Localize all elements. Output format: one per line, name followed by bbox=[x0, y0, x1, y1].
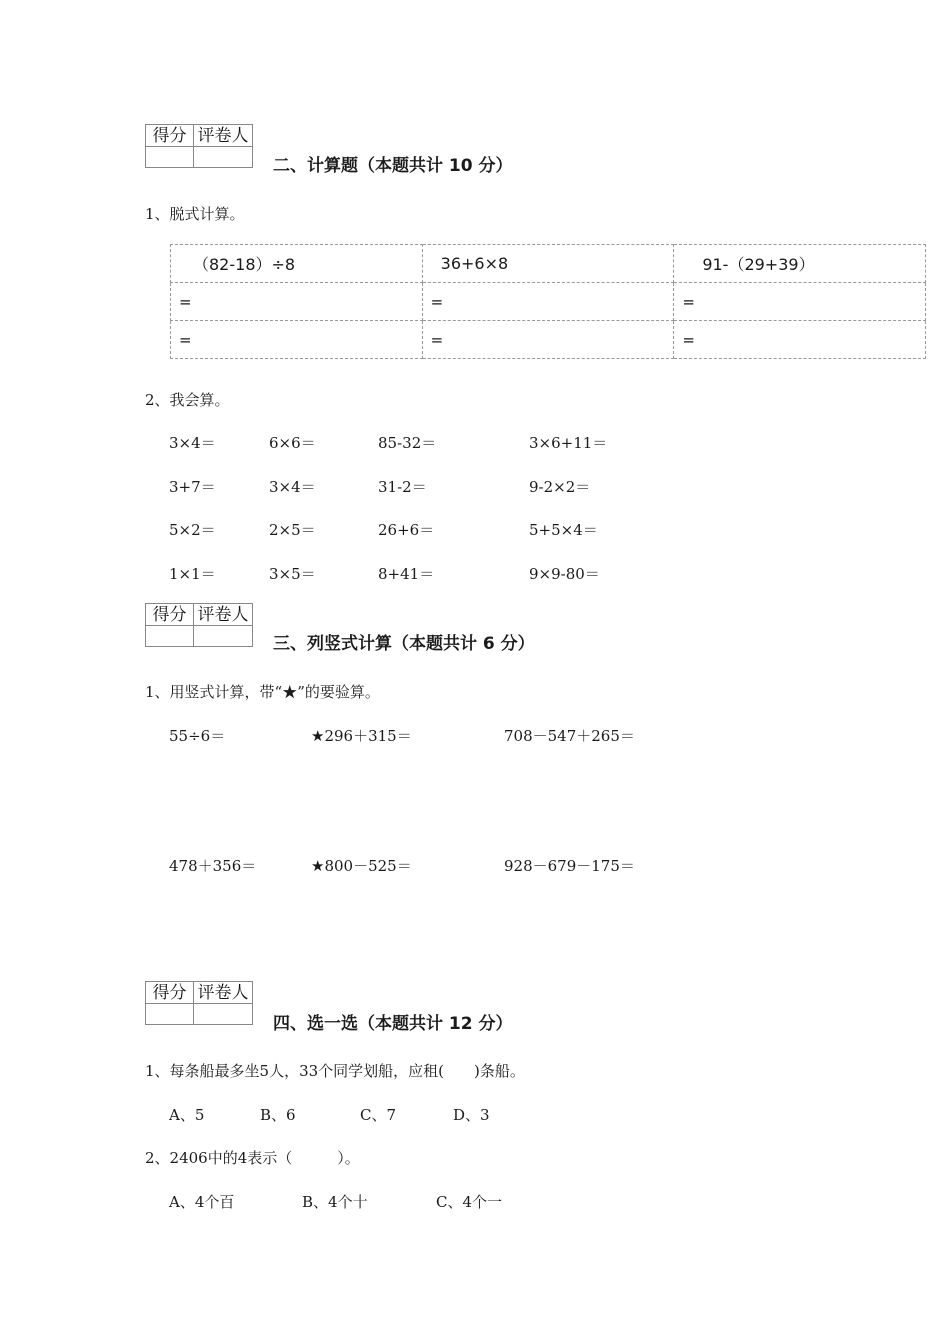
vertical-calc-item: 928－679－175＝ bbox=[504, 857, 635, 875]
math-item: 3×5＝ bbox=[269, 565, 316, 583]
math-item: 9×9-80＝ bbox=[529, 565, 600, 583]
grader-cell[interactable] bbox=[194, 626, 252, 646]
math-item: 5×2＝ bbox=[169, 521, 216, 539]
score-cell[interactable] bbox=[146, 1004, 194, 1024]
calc-expression: 91-（29+39） bbox=[674, 245, 926, 283]
answer-cell[interactable]: = bbox=[171, 321, 423, 359]
math-item: 5+5×4＝ bbox=[529, 521, 598, 539]
choice-option-a[interactable]: A、4个百 bbox=[169, 1193, 235, 1211]
section2-q1-prompt: 1、脱式计算。 bbox=[145, 205, 245, 223]
math-item: 1×1＝ bbox=[169, 565, 216, 583]
choice-option-b[interactable]: B、6 bbox=[260, 1106, 296, 1124]
math-item: 3×4＝ bbox=[169, 434, 216, 452]
math-item: 9-2×2＝ bbox=[529, 478, 591, 496]
answer-cell[interactable]: = bbox=[674, 321, 926, 359]
math-item: 85-32＝ bbox=[378, 434, 437, 452]
score-box-section2 bbox=[145, 124, 253, 168]
grader-label: 评卷人 bbox=[194, 982, 252, 1004]
choice-option-b[interactable]: B、4个十 bbox=[302, 1193, 368, 1211]
choice-option-d[interactable]: D、3 bbox=[453, 1106, 490, 1124]
math-item: 2×5＝ bbox=[269, 521, 316, 539]
math-item: 3×6+11＝ bbox=[529, 434, 608, 452]
vertical-calc-item: 708－547＋265＝ bbox=[504, 727, 635, 745]
score-cell[interactable] bbox=[146, 626, 194, 646]
math-item: 3+7＝ bbox=[169, 478, 216, 496]
section2-title: 二、计算题（本题共计 10 分） bbox=[273, 156, 513, 176]
vertical-calc-item: 55÷6＝ bbox=[169, 727, 226, 745]
grader-cell[interactable] bbox=[194, 1004, 252, 1024]
score-label: 得分 bbox=[146, 604, 194, 626]
calc-expression: （82-18）÷8 bbox=[171, 245, 423, 283]
section3-q1-prompt: 1、用竖式计算，带“★”的要验算。 bbox=[145, 683, 380, 701]
score-box-section3 bbox=[145, 603, 253, 647]
answer-cell[interactable]: = bbox=[171, 283, 423, 321]
stepwise-calc-table bbox=[170, 244, 926, 359]
math-item: 3×4＝ bbox=[269, 478, 316, 496]
section2-q2-prompt: 2、我会算。 bbox=[145, 391, 230, 409]
score-box-section4 bbox=[145, 981, 253, 1025]
choice-option-a[interactable]: A、5 bbox=[169, 1106, 205, 1124]
section3-title: 三、列竖式计算（本题共计 6 分） bbox=[273, 634, 535, 654]
section4-title: 四、选一选（本题共计 12 分） bbox=[273, 1014, 513, 1034]
section4-q1-prompt: 1、每条船最多坐5人，33个同学划船，应租( )条船。 bbox=[145, 1062, 525, 1080]
math-item: 31-2＝ bbox=[378, 478, 427, 496]
section4-q2-prompt: 2、2406中的4表示（ ）。 bbox=[145, 1149, 360, 1167]
answer-cell[interactable]: = bbox=[422, 283, 674, 321]
vertical-calc-item: ★800－525＝ bbox=[311, 857, 412, 875]
vertical-calc-item: ★296＋315＝ bbox=[311, 727, 412, 745]
grader-label: 评卷人 bbox=[194, 125, 252, 147]
choice-option-c[interactable]: C、7 bbox=[360, 1106, 397, 1124]
score-label: 得分 bbox=[146, 982, 194, 1004]
answer-cell[interactable]: = bbox=[674, 283, 926, 321]
grader-cell[interactable] bbox=[194, 147, 252, 167]
math-item: 8+41＝ bbox=[378, 565, 435, 583]
vertical-calc-item: 478＋356＝ bbox=[169, 857, 257, 875]
choice-option-c[interactable]: C、4个一 bbox=[436, 1193, 503, 1211]
math-item: 6×6＝ bbox=[269, 434, 316, 452]
score-label: 得分 bbox=[146, 125, 194, 147]
score-cell[interactable] bbox=[146, 147, 194, 167]
calc-expression: 36+6×8 bbox=[422, 245, 674, 283]
math-item: 26+6＝ bbox=[378, 521, 435, 539]
grader-label: 评卷人 bbox=[194, 604, 252, 626]
answer-cell[interactable]: = bbox=[422, 321, 674, 359]
